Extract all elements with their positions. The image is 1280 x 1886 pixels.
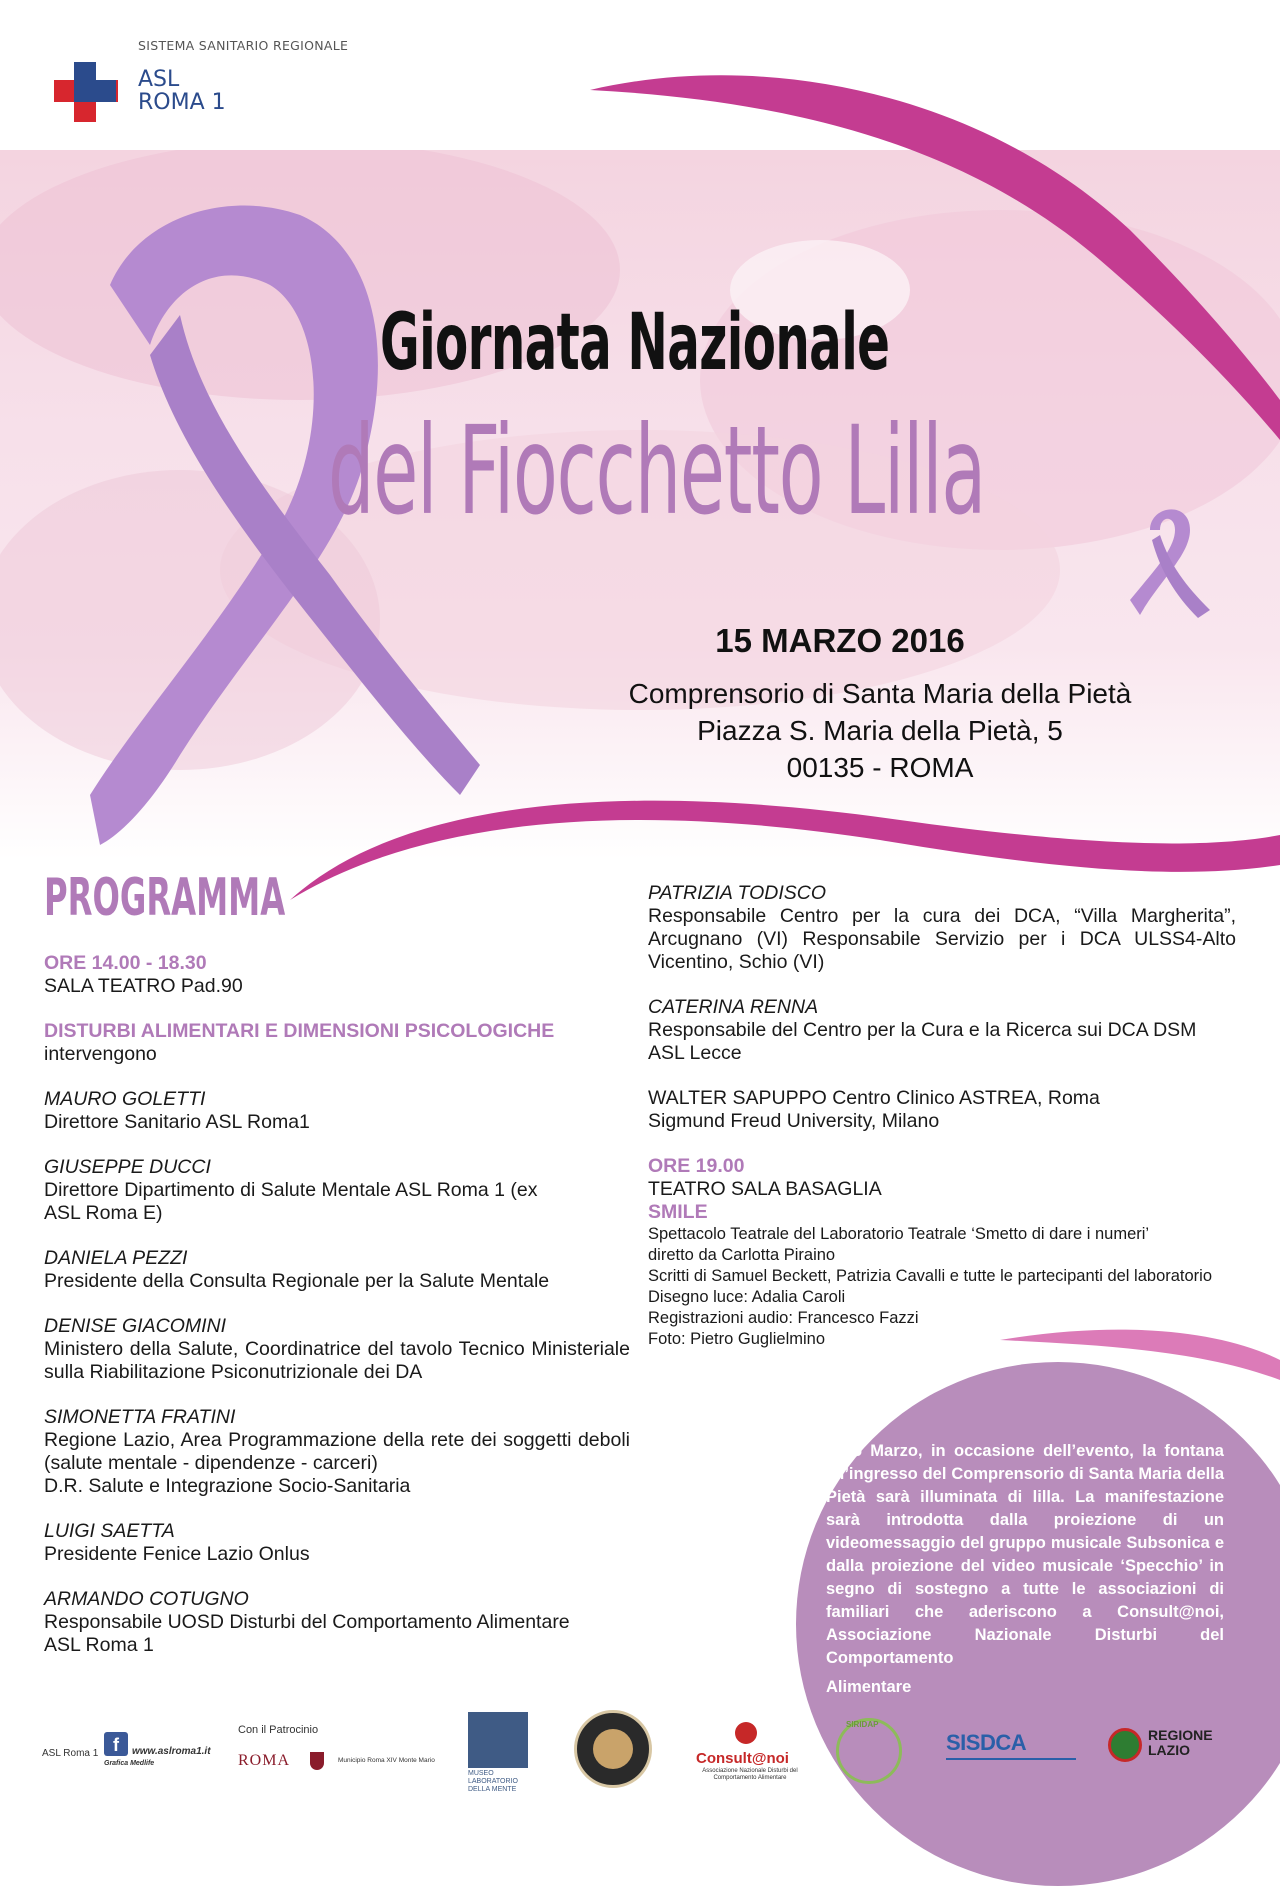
fountain-note <box>826 1440 1224 1699</box>
speaker-name: LUIGI SAETTA <box>44 1520 175 1542</box>
session1-time: ORE 14.00 - 18.30 <box>44 952 207 974</box>
show-line: Registrazioni audio: Francesco Fazzi <box>648 1309 919 1327</box>
footer-regione-1: REGIONE <box>1148 1727 1213 1743</box>
org-line: SISTEMA SANITARIO REGIONALE <box>138 38 349 53</box>
speaker-role-2: ASL Roma 1 <box>44 1634 154 1656</box>
footer-consult-sub: Associazione Nazionale Disturbi del Comportamento Alimentare <box>702 1768 798 1781</box>
speaker-role: Presidente Fenice Lazio Onlus <box>44 1543 310 1565</box>
heart-logo-icon <box>735 1722 757 1744</box>
show-title: SMILE <box>648 1201 708 1223</box>
program-right-column <box>648 882 1236 1350</box>
venue-line-2: Piazza S. Maria della Pietà, 5 <box>697 715 1063 746</box>
venue-line-3: 00135 - ROMA <box>786 752 974 783</box>
footer-asl-label: ASL Roma 1 <box>42 1748 99 1759</box>
show-line: Foto: Pietro Guglielmino <box>648 1330 825 1348</box>
speaker-name: MAURO GOLETTI <box>44 1088 206 1110</box>
venue-address <box>560 675 1200 786</box>
footer-siridap: SIRIDAP <box>846 1720 879 1729</box>
speaker-name: DENISE GIACOMINI <box>44 1315 227 1337</box>
roma-shield-icon <box>310 1752 324 1770</box>
footer-sisdca: SISDCA <box>946 1730 1027 1755</box>
theme-sub: intervengono <box>44 1043 157 1065</box>
facebook-icon[interactable]: f <box>104 1732 128 1756</box>
programma-title: PROGRAMMA <box>44 868 286 928</box>
speaker-role: Responsabile Centro per la cura dei DCA, “Villa Margherita”, Arcugnano (VI) Responsabile Servizio per i DCA ULSS4-Alto Vicentino, Schio (VI) <box>648 905 1236 973</box>
venue-line-1: Comprensorio di Santa Maria della Pietà <box>628 678 1132 709</box>
speaker-name: DANIELA PEZZI <box>44 1247 188 1269</box>
footer-regione <box>1148 1728 1213 1758</box>
small-ribbon-icon <box>1130 500 1210 620</box>
footer-grafica: Grafica Medlife <box>104 1760 155 1767</box>
speaker-name: ARMANDO COTUGNO <box>44 1588 249 1610</box>
speaker-role: Regione Lazio, Area Programmazione della rete dei soggetti deboli (salute mentale - dipendenze - carceri) <box>44 1429 630 1474</box>
walter-line-2: Sigmund Freud University, Milano <box>648 1110 940 1132</box>
footer-regione-2: LAZIO <box>1148 1742 1190 1758</box>
speaker-name: GIUSEPPE DUCCI <box>44 1156 211 1178</box>
show-line: diretto da Carlotta Piraino <box>648 1246 836 1264</box>
show-line: Scritti di Samuel Beckett, Patrizia Cavalli e tutte le partecipanti del laboratorio <box>648 1267 1213 1285</box>
museo-logo-icon <box>468 1712 528 1768</box>
note-text: Il 15 Marzo, in occasione dell’evento, la fontana all’ingresso del Comprensorio di Santa Maria della Pietà sarà illuminata di lilla. La manifestazione sarà introdotta dalla proiezione di un videomessaggio del gruppo musicale Subsonica e dalla proiezione del video musicale ‘Specchio’ in segno di sostegno a tutte le associazioni di familiari che aderiscono a Consult@noi, Associazione Nazionale Disturbi del Comportamento <box>826 1442 1224 1667</box>
session1-place: SALA TEATRO Pad.90 <box>44 975 243 997</box>
speaker-role: Responsabile del Centro per la Cura e la Ricerca sui DCA DSM ASL Lecce <box>648 1019 1197 1064</box>
footer-municipio: Municipio Roma XIV Monte Mario <box>338 1757 435 1764</box>
speaker-role: Direttore Sanitario ASL Roma1 <box>44 1111 310 1133</box>
title-line-1: Giornata Nazionale <box>380 298 890 388</box>
speaker-role: Responsabile UOSD Disturbi del Comportamento Alimentare <box>44 1611 570 1633</box>
org-name-2: ROMA 1 <box>138 90 226 115</box>
flower-circle-logo-icon <box>574 1710 652 1788</box>
footer-logos <box>0 1700 1280 1810</box>
sisdca-underline <box>946 1758 1076 1760</box>
speaker-name: PATRIZIA TODISCO <box>648 882 827 904</box>
speaker-name: CATERINA RENNA <box>648 996 819 1018</box>
regione-lazio-emblem-icon <box>1108 1728 1142 1762</box>
event-date: 15 MARZO 2016 <box>715 622 965 659</box>
program-left-column <box>44 952 630 1679</box>
footer-patrocinio: Con il Patrocinio <box>238 1724 319 1736</box>
footer-consult: Consult@noi <box>696 1750 789 1767</box>
speaker-role: Ministero della Salute, Coordinatrice del tavolo Tecnico Ministeriale sulla Riabilitazione Psiconutrizionale dei DA <box>44 1338 630 1383</box>
session2-time: ORE 19.00 <box>648 1155 745 1177</box>
footer-museo: MUSEO LABORATORIO DELLA MENTE <box>468 1770 518 1793</box>
title-line-2: del Fiocchetto Lilla <box>328 400 986 542</box>
show-line: Disegno luce: Adalia Caroli <box>648 1288 846 1306</box>
footer-website[interactable]: www.aslroma1.it <box>132 1746 211 1757</box>
speaker-name: SIMONETTA FRATINI <box>44 1406 236 1428</box>
show-line: Spettacolo Teatrale del Laboratorio Teatrale ‘Smetto di dare i numeri’ <box>648 1225 1150 1243</box>
note-last: Alimentare <box>826 1678 912 1696</box>
theme-title: DISTURBI ALIMENTARI E DIMENSIONI PSICOLOGICHE <box>44 1020 555 1042</box>
org-name-1: ASL <box>138 67 180 92</box>
speaker-role-2: D.R. Salute e Integrazione Socio-Sanitaria <box>44 1475 411 1497</box>
speaker-role: Presidente della Consulta Regionale per la Salute Mentale <box>44 1270 550 1292</box>
session2-place: TEATRO SALA BASAGLIA <box>648 1178 882 1200</box>
footer-roma: ROMA <box>238 1752 291 1769</box>
walter-line-1: WALTER SAPUPPO Centro Clinico ASTREA, Roma <box>648 1087 1100 1109</box>
speaker-role: Direttore Dipartimento di Salute Mentale ASL Roma 1 (ex ASL Roma E) <box>44 1179 538 1224</box>
